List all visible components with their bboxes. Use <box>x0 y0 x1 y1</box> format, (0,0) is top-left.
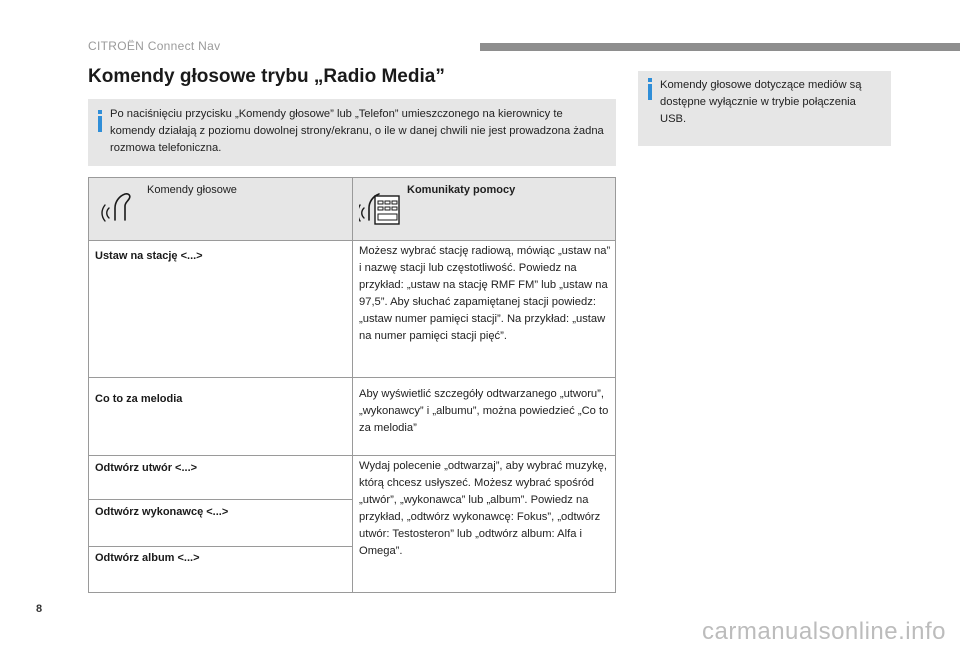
column-header-help: Komunikaty pomocy <box>407 184 516 196</box>
info-icon <box>648 84 652 100</box>
info-note-main <box>88 99 616 166</box>
row-divider <box>89 546 352 547</box>
column-divider <box>352 178 353 592</box>
column-header-commands: Komendy głosowe <box>147 184 237 196</box>
info-icon <box>98 116 102 132</box>
page-number: 8 <box>36 603 43 615</box>
command-cell: Co to za melodia <box>95 393 183 405</box>
command-cell: Ustaw na stację <...> <box>95 250 203 262</box>
row-divider <box>89 377 615 378</box>
info-note-side <box>638 71 891 146</box>
voice-help-screen-icon <box>359 190 403 226</box>
help-cell: Możesz wybrać stację radiową, mówiąc „ustaw na” i nazwę stacji lub częstotliwość. Powiedz na przykład: „ustaw na stację RMF FM” lub „ustaw na 97,5”. Aby słuchać zapamiętanej stacji powiedz: „ustaw numer pamięci stacji”. Na przykład: „ustaw na numer pamięci stacji pięć”. <box>359 245 611 342</box>
help-cell: Wydaj polecenie „odtwarzaj”, aby wybrać muzykę, którą chcesz usłyszeć. Możesz wybrać spośród „utwór”, „wykonawca” lub „album”. Powiedz na przykład, „odtwórz wykonawcę: Fokus”, „odtwórz utwór: Testosteron” lub „odtwórz album: Alfa i Omega”. <box>359 460 607 557</box>
row-divider <box>89 499 352 500</box>
voice-commands-table <box>88 177 616 593</box>
command-cell: Odtwórz wykonawcę <...> <box>95 506 229 518</box>
help-cell: Aby wyświetlić szczegóły odtwarzanego „utworu”, „wykonawcy” i „albumu”, można powiedzieć „Co to za melodia” <box>359 388 609 434</box>
command-cell: Odtwórz album <...> <box>95 552 200 564</box>
manual-brand: CITROËN Connect Nav <box>88 39 221 53</box>
watermark: carmanualsonline.info <box>702 618 946 645</box>
info-note-text: Komendy głosowe dotyczące mediów są dostępne wyłącznie w trybie połączenia USB. <box>660 79 862 125</box>
page-title: Komendy głosowe trybu „Radio Media” <box>88 66 445 87</box>
header-bar <box>480 43 960 51</box>
row-divider <box>89 455 615 456</box>
voice-command-icon <box>101 190 133 224</box>
command-cell: Odtwórz utwór <...> <box>95 462 198 474</box>
info-note-text: Po naciśnięciu przycisku „Komendy głosowe” lub „Telefon” umieszczonego na kierownicy te komendy działają z poziomu dowolnej strony/ekranu, o ile w danej chwili nie jest prowadzona żadna rozmowa telefoniczna. <box>110 108 604 154</box>
